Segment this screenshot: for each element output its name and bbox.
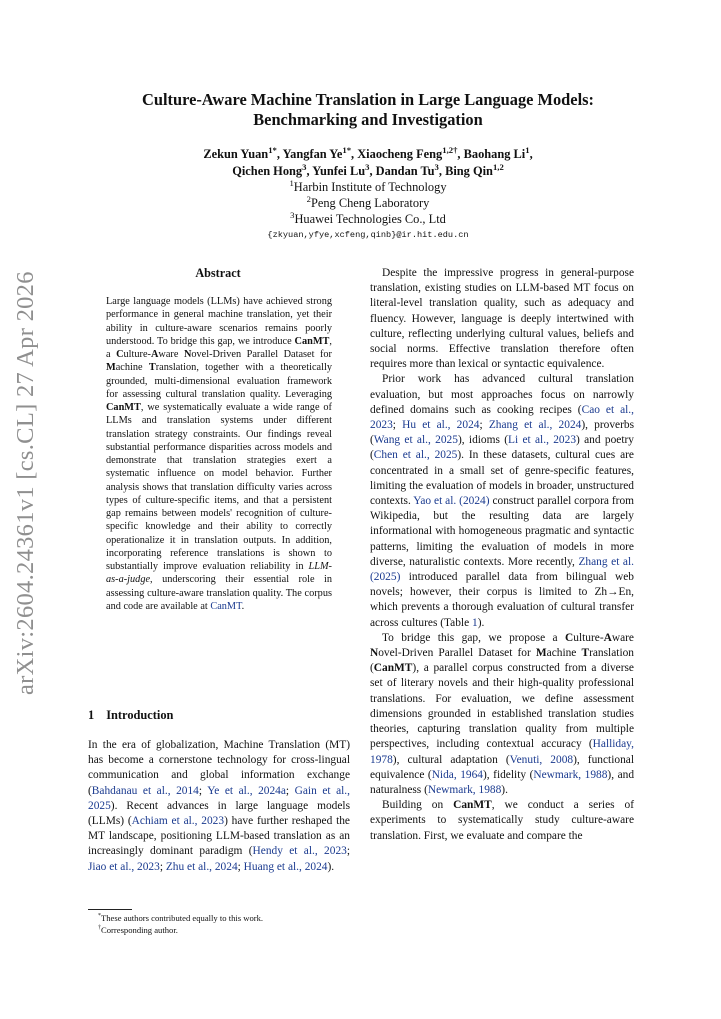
dataset-name: CanMT <box>373 662 413 675</box>
citation-link[interactable]: Yao et al. (2024) <box>413 495 490 508</box>
dataset-name: CanMT <box>294 335 330 347</box>
body-paragraph: Prior work has advanced cultural translation evaluation, but most approaches focus on narrowly defined domains such as cooking recipes (Cao et al., 2023; Hu et al., 2024; Zhang et al., 2024), proverbs (Wang et al., 2025), idioms (Li et al., 2023) and poetry (Chen et al., 2025). In these datasets, cultural cues are concentrated in a small set of genre-specific features, limiting the evaluation of models in broader, unstructured contexts. Yao et al. (2024) construct parallel corpora from Wikipedia, but the resulting data are largely informational with homogeneous pragmatic and syntactic patterns, limiting the evaluation of models in more diverse, naturalistic contexts. More recently, Zhang et al. (2025) introduced parallel data from bilingual web novels; however, their corpus is limited to Zh→En, which prevents a thorough evaluation of cultural transfer across cultures (Table 1). <box>370 373 635 629</box>
title-line-2: Benchmarking and Investigation <box>253 110 483 129</box>
paper-header <box>88 90 648 240</box>
footnote: *These authors contributed equally to this work. <box>98 913 264 923</box>
citation-link[interactable]: Newmark, 1988 <box>427 783 502 796</box>
citation-link[interactable]: Zhang et al., 2024 <box>488 419 582 432</box>
citation-link[interactable]: Gain et al., 2025 <box>88 784 350 812</box>
citation-link[interactable]: Halliday, 1978 <box>370 738 634 766</box>
citation-link[interactable]: Jiao et al., 2023 <box>88 860 160 873</box>
author: Yunfei Lu$^3$, <box>312 161 376 178</box>
arxiv-identifier: arXiv:2604.24361v1 [cs.CL] 27 Apr 2026 <box>12 271 39 695</box>
citation-link[interactable]: Huang et al., 2024 <box>243 860 328 873</box>
author-email[interactable]: {zkyuan,yfye,xcfeng,qinb}@ir.hit.edu.cn <box>267 230 469 240</box>
footnote-divider <box>88 909 132 910</box>
citation-link[interactable]: Li et al., 2023 <box>508 434 577 447</box>
body-paragraph: Building on CanMT, we conduct a series of experiments to systematically study culture-aware translation. First, we evaluate and compare the <box>370 799 634 842</box>
dataset-name: CanMT <box>106 402 141 413</box>
citation-link[interactable]: Chen et al., 2025 <box>373 449 458 462</box>
table-reference-link[interactable]: 1 <box>472 616 478 629</box>
llm-as-a-judge-term: LLM-as-a-judge <box>106 561 332 586</box>
citation-link[interactable]: Venuti, 2008 <box>509 753 574 766</box>
body-paragraph: To bridge this gap, we propose a Culture-Aware Novel-Driven Parallel Dataset for Machine Translation (CanMT), a parallel corpus constructed from a diverse set of literary novels and their high-quality professional translations. For evaluation, we define assessment dimensions grounded in established translation studies theories, capturing translation quality from multiple perspectives, including contextual accuracy (Halliday, 1978), cultural adaptation (Venuti, 2008), functional equivalence (Nida, 1964), fidelity (Newmark, 1988), and naturalness (Newmark, 1988). <box>370 631 635 796</box>
dataset-name: CanMT <box>453 799 492 812</box>
citation-link[interactable]: Ye et al., 2024a <box>207 784 286 797</box>
body-paragraph: Despite the impressive progress in general-purpose translation, existing studies on LLM-based MT focus on literal-level translation quality, such as adequacy and fluency. However, language is deeply intertwined with culture, reflecting underlying cultural values, beliefs and social norms. Effective translation therefore often requires more than lexical or syntactic equivalence. <box>370 267 634 371</box>
citation-link[interactable]: Achiam et al., 2023 <box>131 815 225 828</box>
citation-link[interactable]: Hu et al., 2024 <box>402 419 480 432</box>
citation-link[interactable]: Cao et al., 2023 <box>370 403 635 432</box>
canmt-link[interactable]: CanMT <box>210 600 242 612</box>
author: Qichen Hong$^3$, <box>232 161 313 178</box>
citation-link[interactable]: Wang et al., 2025 <box>373 434 458 447</box>
citation-link[interactable]: Zhang et al. (2025) <box>370 555 634 584</box>
title-line-1: Culture-Aware Machine Translation in Large Language Models: <box>142 90 594 109</box>
citation-link[interactable]: Nida, 1964 <box>431 768 483 781</box>
affiliation: $^1$Harbin Institute of Technology <box>289 177 447 194</box>
affiliation: $^3$Huawei Technologies Co., Ltd <box>290 209 446 226</box>
paper-title <box>88 90 648 130</box>
abstract-body: Large language models (LLMs) have achieved strong performance in general machine translation, yet their ability in culture-aware scenarios remains poorly understood. To bridge this gap, we introduce CanMT, a Culture-Aware Novel-Driven Parallel Dataset for Machine Translation, together with a theoretically grounded, multi-dimensional evaluation framework for assessing cultural translation quality. Leveraging CanMT, we systematically evaluate a wide range of LLMs and translation systems under different translation strategy constraints. Our findings reveal substantial performance disparities across models and demonstrate that translation strategies exert a systematic influence on model behavior. Further analysis shows that translation difficulty varies across types of culture-specific items, and that a persistent gap remains between models' recognition of culture-specific knowledge and their ability to correctly operationalize it in translation outputs. In addition, incorporating reference translations is shown to substantially improve evaluation reliability in LLM-as-a-judge, underscoring their essential role in assessing culture-aware translation quality. The corpus and code are available at CanMT. <box>106 296 332 612</box>
author: Zekun Yuan$^{1*}$, <box>203 144 283 161</box>
author: Baohang Li$^1$, <box>463 144 533 161</box>
affiliation: $^2$Peng Cheng Laboratory <box>306 193 430 210</box>
author: Dandan Tu$^3$, <box>375 161 446 178</box>
footnotes <box>88 912 263 936</box>
section-heading-introduction: 1 Introduction <box>88 708 174 722</box>
citation-link[interactable]: Bahdanau et al., 2014 <box>91 784 199 797</box>
citation-link[interactable]: Hendy et al., 2023 <box>252 845 347 858</box>
author: Bing Qin$^{1,2}$ <box>445 161 504 178</box>
author-list <box>88 146 648 179</box>
citation-link[interactable]: Newmark, 1988 <box>533 768 608 781</box>
abstract-heading: Abstract <box>195 266 241 280</box>
right-column <box>370 266 634 844</box>
intro-paragraph: In the era of globalization, Machine Translation (MT) has become a cornerstone technology for cross-lingual communication and global information exchange (Bahdanau et al., 2014; Ye et al., 2024a; Gain et al., 2025). Recent advances in large language models (LLMs) (Achiam et al., 2023) have further reshaped the MT landscape, positioning LLM-based translation as an increasingly dominant paradigm (Hendy et al., 2023; Jiao et al., 2023; Zhu et al., 2024; Huang et al., 2024). <box>88 739 351 873</box>
author: Xiaocheng Feng$^{1,2\dagger}$, <box>357 144 464 161</box>
footnote: †Corresponding author. <box>98 925 178 935</box>
citation-link[interactable]: Zhu et al., 2024 <box>165 860 238 873</box>
author: Yangfan $Ye^{1*}$, <box>282 144 358 161</box>
